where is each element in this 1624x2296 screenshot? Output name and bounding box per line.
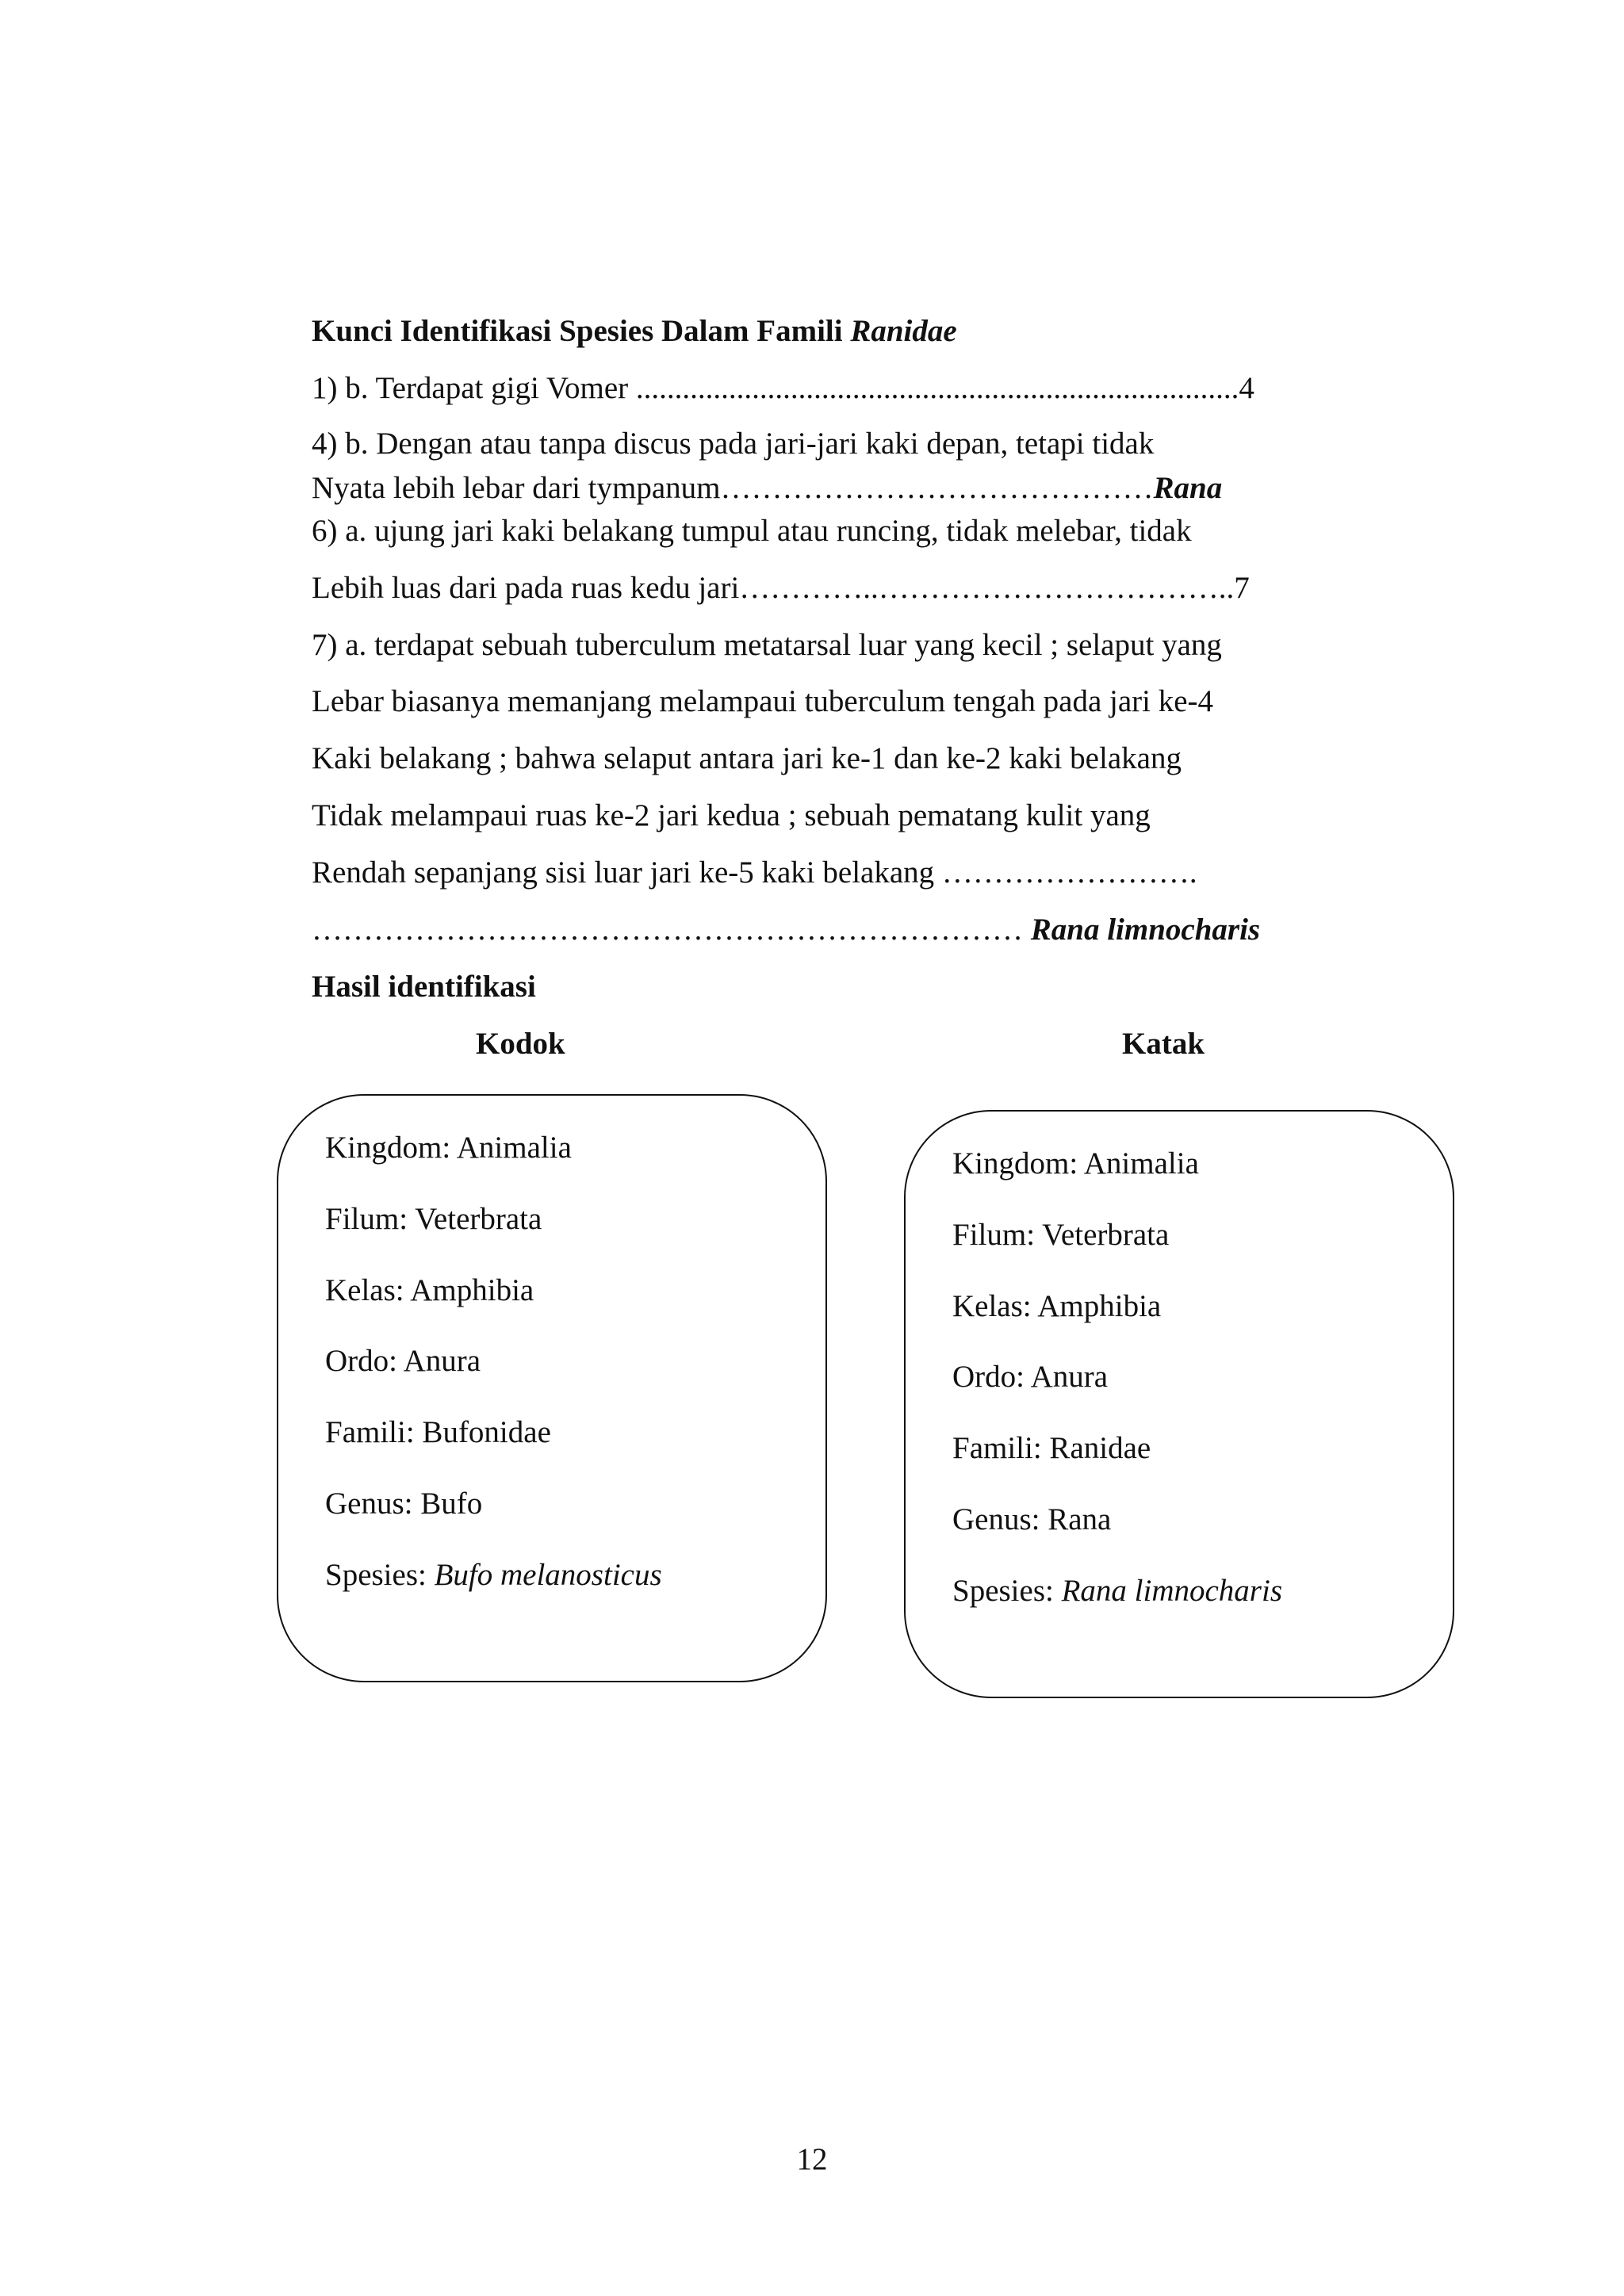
kodok-title: Kodok (476, 1027, 565, 1061)
result-heading: Hasil identifikasi (312, 970, 536, 1004)
key-line-4: Lebih luas dari pada ruas kedu jari…………..……………………………..7 (312, 571, 1250, 605)
katak-spesies (952, 1572, 1282, 1610)
key-heading (312, 312, 957, 350)
key-line-8: Tidak melampaui ruas ke-2 jari kedua ; sebuah pematang kulit yang (312, 798, 1151, 832)
key-heading-text: Kunci Identifikasi Spesies Dalam Famili (312, 314, 851, 348)
key-line-rana (312, 469, 1222, 507)
key-line-5: 7) a. terdapat sebuah tuberculum metatarsal luar yang kecil ; selaput yang (312, 628, 1222, 662)
katak-kingdom: Kingdom: Animalia (952, 1146, 1199, 1181)
key-line-rana-text: Nyata lebih lebar dari tympanum…………………………………… (312, 471, 1154, 505)
key-line-limnocharis-text: …………………………………………………………… (312, 913, 1031, 947)
kodok-filum: Filum: Veterbrata (325, 1202, 542, 1236)
genus-rana-label: Rana (1153, 471, 1223, 505)
katak-filum: Filum: Veterbrata (952, 1218, 1170, 1252)
key-heading-family: Ranidae (850, 314, 957, 348)
kodok-spesies-name: Bufo melanosticus (434, 1558, 662, 1592)
key-line-limnocharis (312, 911, 1260, 949)
kodok-classification-box (277, 1094, 827, 1682)
key-line-6: Lebar biasanya memanjang melampaui tuberculum tengah pada jari ke-4 (312, 684, 1214, 718)
key-line-7: Kaki belakang ; bahwa selaput antara jari ke-1 dan ke-2 kaki belakang (312, 741, 1182, 775)
species-rana-limnocharis-label: Rana limnocharis (1030, 913, 1261, 947)
key-line-9: Rendah sepanjang sisi luar jari ke-5 kaki belakang ……………………. (312, 855, 1197, 890)
key-line-2: 4) b. Dengan atau tanpa discus pada jari-jari kaki depan, tetapi tidak (312, 427, 1155, 461)
kodok-spesies-label: Spesies: (325, 1558, 435, 1592)
kodok-genus: Genus: Bufo (325, 1487, 483, 1521)
katak-spesies-label: Spesies: (952, 1574, 1062, 1608)
kodok-kelas: Kelas: Amphibia (325, 1273, 534, 1307)
kodok-kingdom: Kingdom: Animalia (325, 1131, 572, 1165)
page-number: 12 (796, 2142, 828, 2176)
key-line-1: 1) b. Terdapat gigi Vomer ..............................................................................4 (312, 371, 1254, 405)
katak-genus: Genus: Rana (952, 1502, 1112, 1536)
katak-title: Katak (1122, 1027, 1205, 1061)
katak-spesies-name: Rana limnocharis (1061, 1574, 1283, 1608)
kodok-famili: Famili: Bufonidae (325, 1415, 551, 1449)
katak-ordo: Ordo: Anura (952, 1360, 1109, 1394)
katak-kelas: Kelas: Amphibia (952, 1289, 1162, 1323)
key-line-3: 6) a. ujung jari kaki belakang tumpul atau runcing, tidak melebar, tidak (312, 514, 1192, 548)
kodok-spesies (325, 1556, 662, 1594)
kodok-ordo: Ordo: Anura (325, 1344, 481, 1378)
katak-classification-box (904, 1110, 1454, 1698)
katak-famili: Famili: Ranidae (952, 1431, 1151, 1465)
